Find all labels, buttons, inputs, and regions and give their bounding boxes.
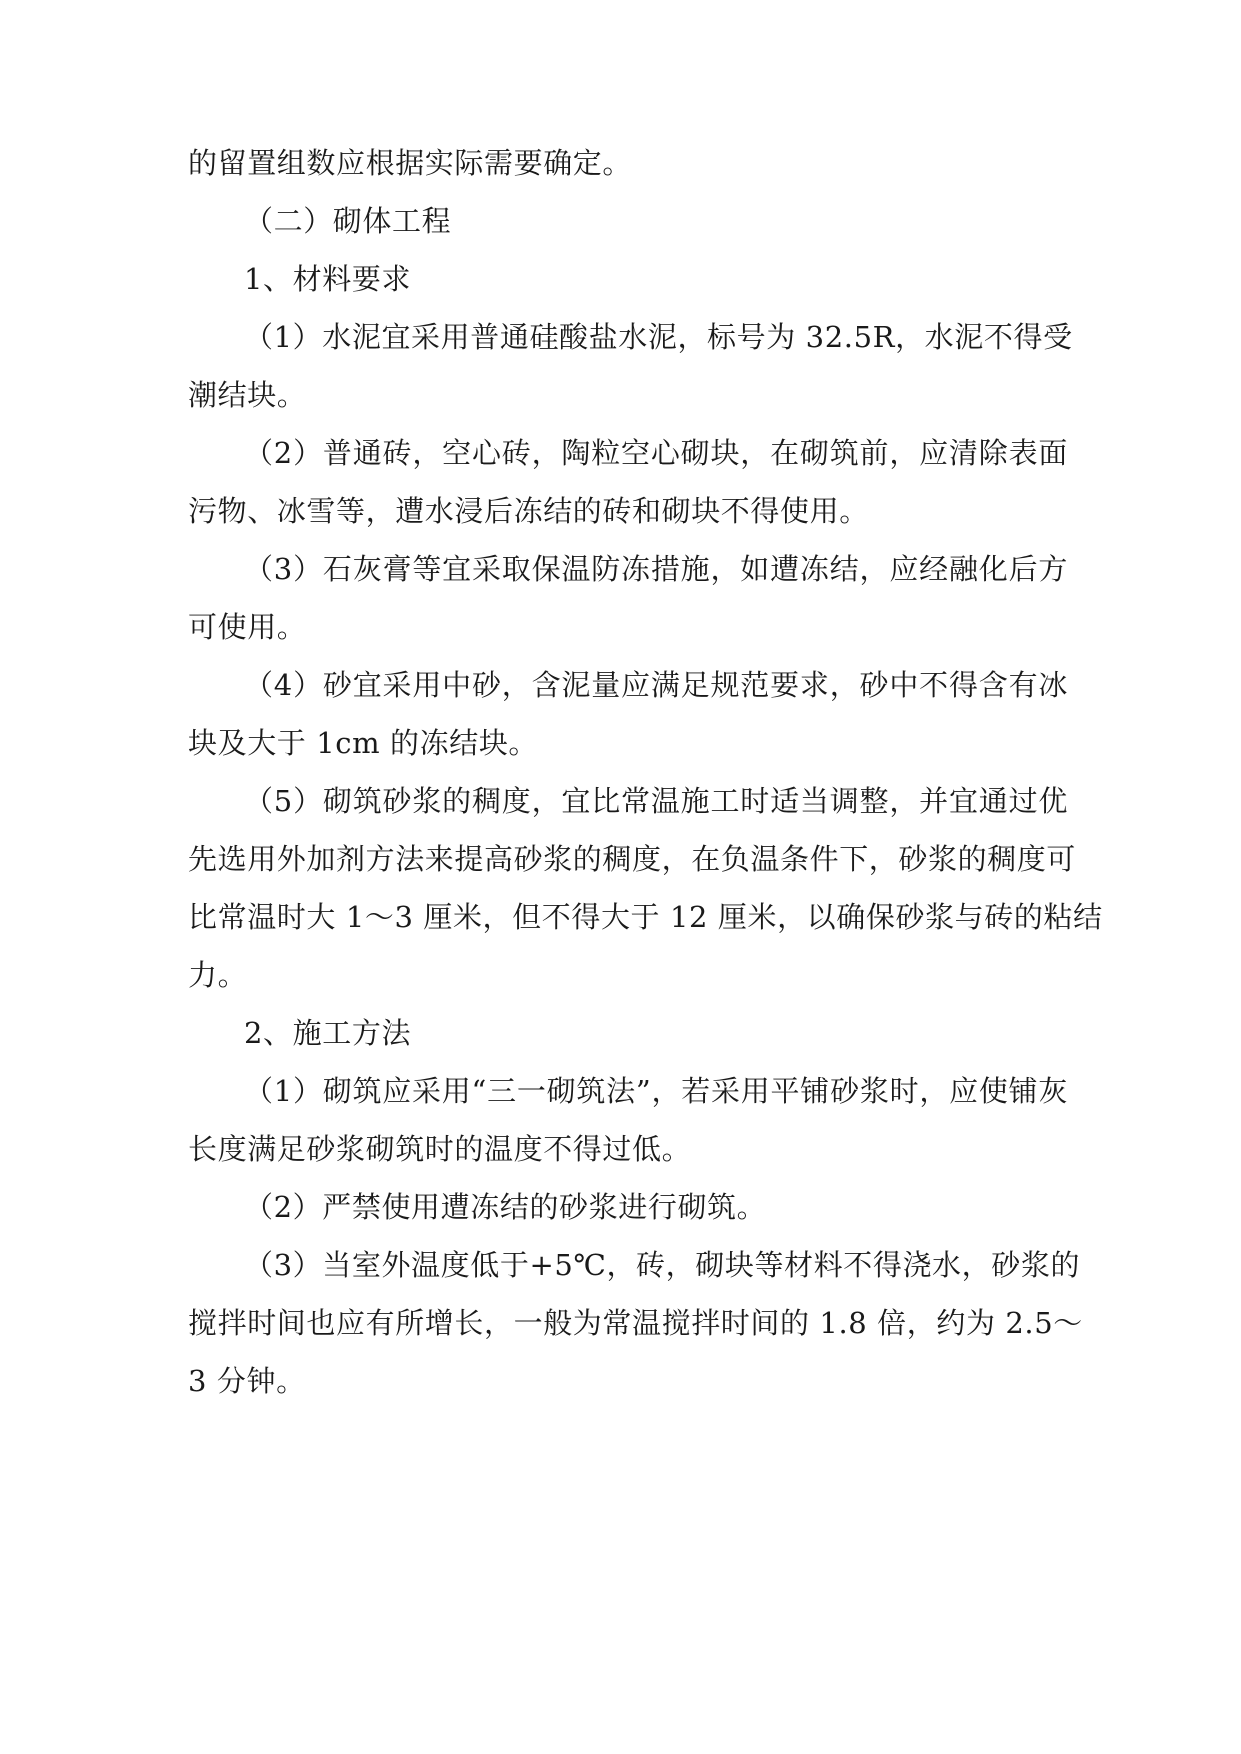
- text-line: 污物、冰雪等，遭水浸后冻结的砖和砌块不得使用。: [188, 494, 869, 528]
- subsection-heading: 1、材料要求: [244, 262, 412, 296]
- text-line: 先选用外加剂方法来提高砂浆的稠度，在负温条件下，砂浆的稠度可: [188, 842, 1077, 876]
- section-heading: （二）砌体工程: [244, 204, 452, 238]
- text-line: 块及大于 1cm 的冻结块。: [188, 726, 539, 760]
- text-line: （1）砌筑应采用“三一砌筑法”，若采用平铺砂浆时，应使铺灰: [244, 1074, 1068, 1108]
- text-line: 长度满足砂浆砌筑时的温度不得过低。: [188, 1132, 692, 1166]
- text-line: （2）普通砖，空心砖，陶粒空心砌块，在砌筑前，应清除表面: [244, 436, 1068, 470]
- text-line: （4）砂宜采用中砂，含泥量应满足规范要求，砂中不得含有冰: [244, 668, 1068, 702]
- text-line: 力。: [188, 958, 248, 992]
- text-line: （3）石灰膏等宜采取保温防冻措施，如遭冻结，应经融化后方: [244, 552, 1068, 586]
- text-line: （5）砌筑砂浆的稠度，宜比常温施工时适当调整，并宜通过优: [244, 784, 1068, 818]
- text-line: 的留置组数应根据实际需要确定。: [188, 146, 633, 180]
- text-line: （1）水泥宜采用普通硅酸盐水泥，标号为 32.5R，水泥不得受: [244, 320, 1073, 354]
- text-line: （3）当室外温度低于+5℃，砖，砌块等材料不得浇水，砂浆的: [244, 1248, 1081, 1282]
- text-line: 搅拌时间也应有所增长，一般为常温搅拌时间的 1.8 倍，约为 2.5～: [188, 1306, 1083, 1340]
- text-line: 比常温时大 1～3 厘米，但不得大于 12 厘米，以确保砂浆与砖的粘结: [188, 900, 1103, 934]
- subsection-heading: 2、施工方法: [244, 1016, 412, 1050]
- text-line: （2）严禁使用遭冻结的砂浆进行砌筑。: [244, 1190, 767, 1224]
- text-line: 可使用。: [188, 610, 307, 644]
- text-line: 潮结块。: [188, 378, 307, 412]
- text-line: 3 分钟。: [188, 1364, 306, 1398]
